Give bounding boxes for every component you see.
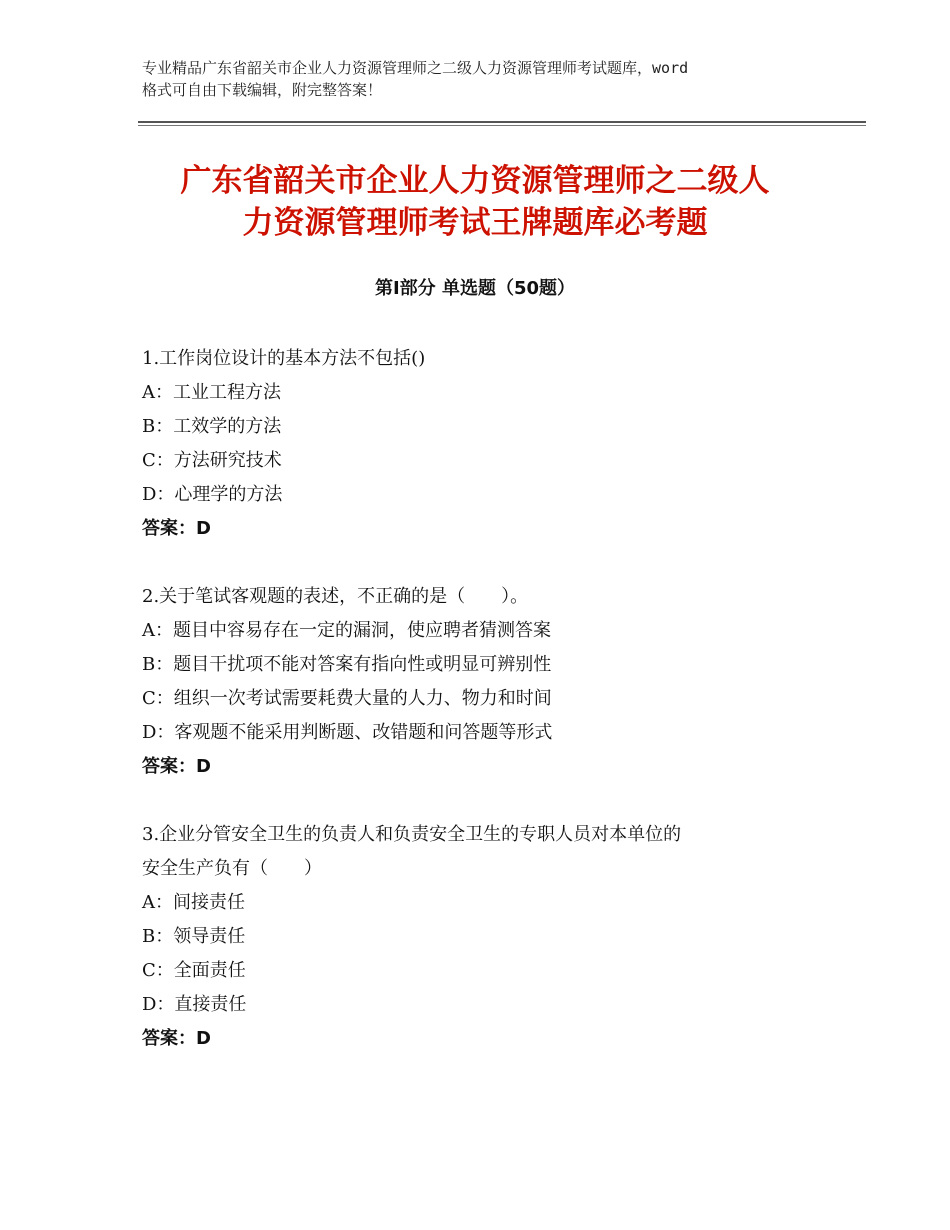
- title-line: 力资源管理师考试王牌题库必考题: [242, 205, 708, 241]
- section-heading: 第Ⅰ部分 单选题（50题）: [374, 278, 575, 299]
- option-c: C：全面责任: [142, 960, 246, 981]
- answer: 答案：D: [142, 518, 211, 539]
- header-note-line: 格式可自由下载编辑，附完整答案！: [142, 81, 383, 99]
- option-b: B：工效学的方法: [142, 416, 282, 437]
- question-item: [142, 580, 822, 784]
- option-a: A：题目中容易存在一定的漏洞，使应聘者猜测答案: [142, 620, 551, 641]
- header-divider-thin: [138, 125, 866, 126]
- option-c: C：方法研究技术: [142, 450, 282, 471]
- question-stem: 1.工作岗位设计的基本方法不包括(): [142, 348, 426, 369]
- title-line: 广东省韶关市企业人力资源管理师之二级人: [180, 163, 770, 199]
- option-d: D：客观题不能采用判断题、改错题和问答题等形式: [142, 722, 553, 743]
- option-a: A：工业工程方法: [142, 382, 281, 403]
- option-a: A：间接责任: [142, 892, 245, 913]
- option-d: D：直接责任: [142, 994, 247, 1015]
- document-title: [130, 160, 820, 244]
- question-stem-continued: 安全生产负有（ ）: [142, 858, 322, 879]
- answer: 答案：D: [142, 1028, 211, 1049]
- question-stem: 3.企业分管安全卫生的负责人和负责安全卫生的专职人员对本单位的: [142, 824, 682, 845]
- option-b: B：领导责任: [142, 926, 246, 947]
- header-note: [142, 57, 842, 101]
- question-stem: 2.关于笔试客观题的表述，不正确的是（ ）。: [142, 586, 529, 607]
- option-d: D：心理学的方法: [142, 484, 283, 505]
- header-note-line: 专业精品广东省韶关市企业人力资源管理师之二级人力资源管理师考试题库，word: [142, 59, 689, 77]
- header-divider: [138, 121, 866, 123]
- question-item: [142, 818, 822, 1056]
- answer: 答案：D: [142, 756, 211, 777]
- option-b: B：题目干扰项不能对答案有指向性或明显可辨别性: [142, 654, 552, 675]
- option-c: C：组织一次考试需要耗费大量的人力、物力和时间: [142, 688, 552, 709]
- question-item: [142, 342, 822, 546]
